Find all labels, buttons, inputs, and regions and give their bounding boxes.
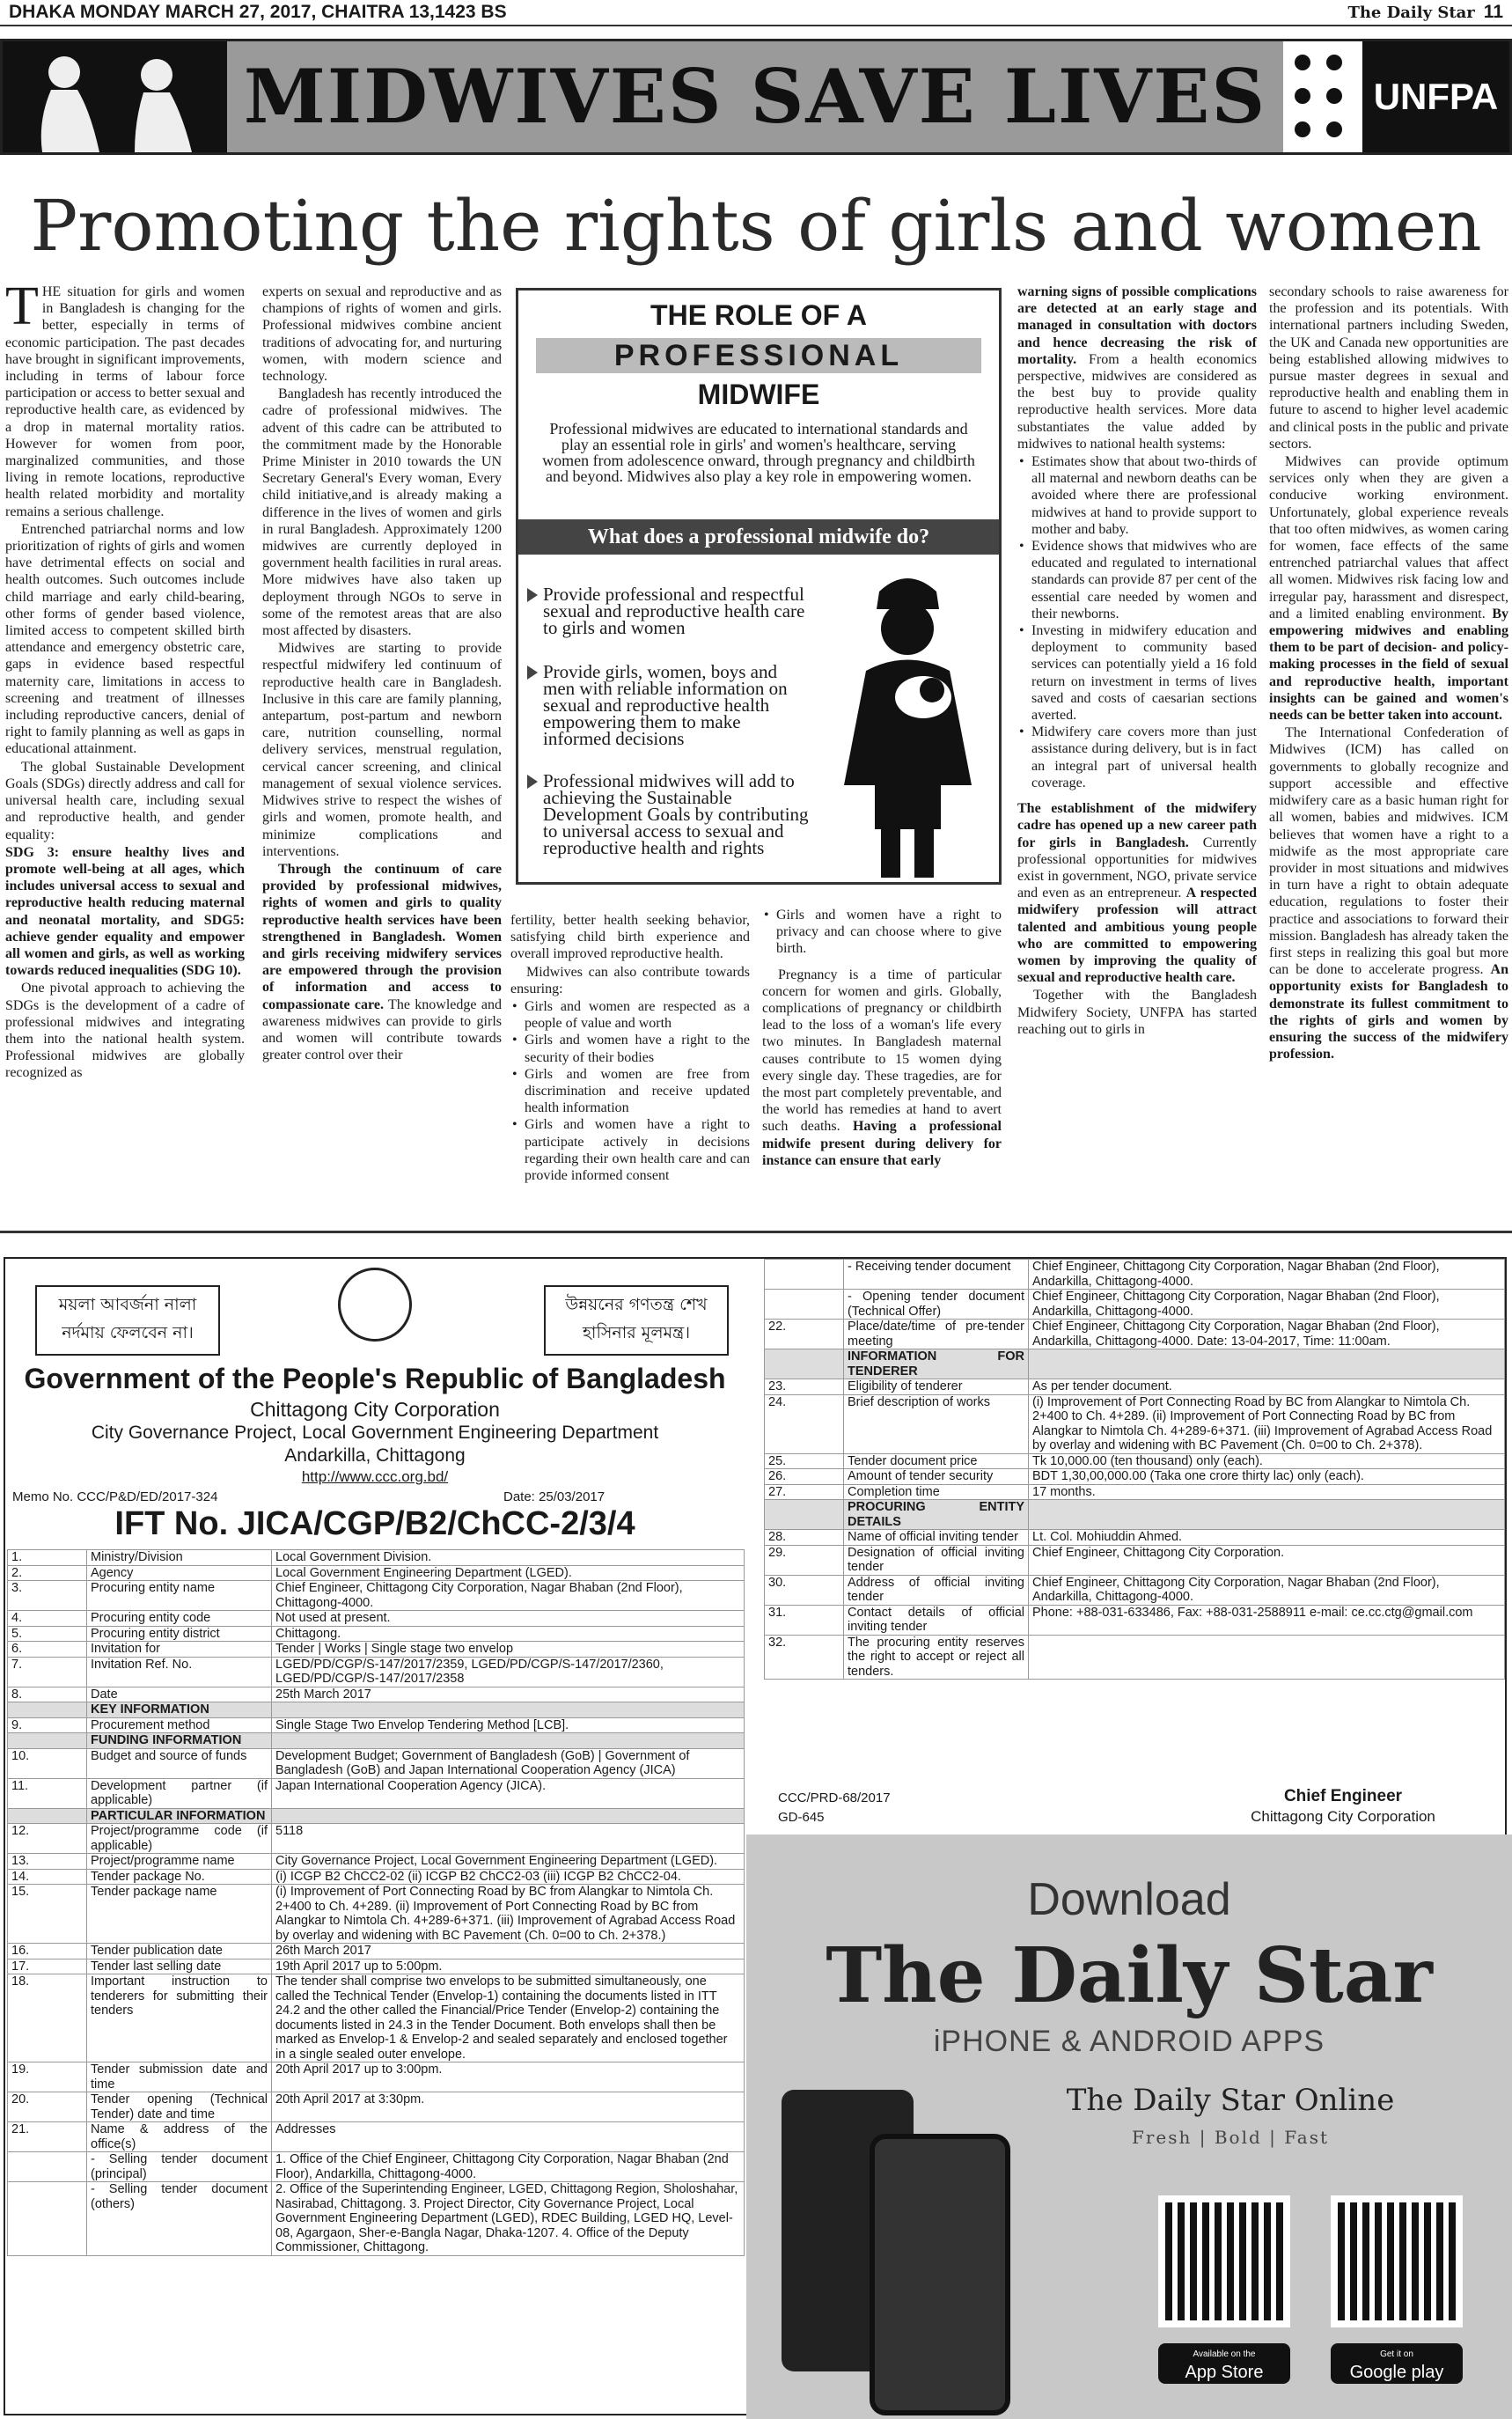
bold-paragraph: Having a professional midwife present during delivery for instance can ensure that early (762, 1119, 1002, 1168)
table-row (8, 1733, 745, 1749)
table-cell: BDT 1,30,00,000.00 (Taka one crore thirty lac) only (each). (1029, 1469, 1505, 1485)
ref-code: CCC/PRD-68/2017 (778, 1790, 891, 1805)
table-row (8, 1687, 745, 1702)
slogan-box-right: উন্নয়নের গণতন্ত্র শেখ হাসিনার মূলমন্ত্র। (544, 1285, 729, 1356)
table-cell: - Selling tender document (others) (87, 2182, 272, 2256)
table-cell: Development partner (if applicable) (87, 1778, 272, 1808)
table-cell: Place/date/time of pre-tender meeting (844, 1320, 1029, 1349)
table-row (8, 2122, 745, 2152)
table-row (8, 1717, 745, 1733)
table-cell: 12. (8, 1824, 87, 1854)
table-cell: Name of official inviting tender (844, 1530, 1029, 1546)
table-row (8, 1748, 745, 1778)
table-cell: 5118 (272, 1824, 745, 1854)
page-number: 11 (1483, 2, 1503, 22)
list-item: • Midwifery care covers more than just assistance during delivery, but is in fact an integral part of universal health coverage. (1017, 724, 1257, 791)
box-question-bar: What does a professional midwife do? (518, 519, 999, 555)
table-cell: 30. (765, 1575, 844, 1605)
article-column-4 (1017, 283, 1257, 1039)
top-dateline-bar (0, 0, 1512, 26)
list-item: • Girls and women have a right to privacy and can choose where to give birth. (762, 907, 1002, 958)
table-cell: Tender last selling date (87, 1959, 272, 1974)
table-cell (8, 1733, 87, 1749)
list-item: • Evidence shows that midwives who are educated and regulated to international standards can provide 87 per cent of the essential care needed by women and their newborns. (1017, 538, 1257, 622)
table-cell (8, 1702, 87, 1718)
table-cell: Tender submission date and time (87, 2062, 272, 2092)
table-cell: Tender | Works | Single stage two envelop (272, 1642, 745, 1658)
table-row (8, 1974, 745, 2062)
box-title-line3: MIDWIFE (697, 379, 820, 410)
table-row (765, 1605, 1505, 1635)
table-cell: Brief description of works (844, 1394, 1029, 1453)
table-row (765, 1260, 1505, 1290)
box-intro: Professional midwives are educated to international standards and play an essential role in girls' and women's healthcare, serving women from adolescence onward, through pregnancy and childbirth and beyond. Midwives also play a key role in empowering women. (542, 420, 975, 485)
table-row (8, 1959, 745, 1974)
ref-code: GD-645 (778, 1810, 825, 1825)
table-cell (272, 1733, 745, 1749)
gov-title: Government of the People's Republic of Bangladesh (24, 1363, 726, 1394)
midwife-silhouette-graphic (3, 41, 227, 152)
table-cell: - Selling tender document (principal) (87, 2152, 272, 2182)
table-cell: (i) ICGP B2 ChCC2-02 (ii) ICGP B2 ChCC2-03 (iii) ICGP B2 ChCC2-04. (272, 1869, 745, 1885)
table-row (8, 2152, 745, 2182)
table-row (8, 1778, 745, 1808)
supplement-banner (0, 39, 1512, 155)
dots-graphic (1283, 41, 1362, 152)
project-name: City Governance Project, Local Government Engineering Department (91, 1423, 659, 1443)
role-point: Provide girls, women, boys and men with reliable information on sexual and reproductive health empowering them to make informed decisions (527, 664, 809, 747)
table-cell (765, 1260, 844, 1290)
table-cell: Project/programme code (if applicable) (87, 1824, 272, 1854)
masthead-small: The Daily Star (1347, 3, 1475, 22)
table-cell: Date (87, 1687, 272, 1702)
table-cell: Phone: +88-031-633486, Fax: +88-031-2588911 e-mail: ce.cc.ctg@gmail.com (1029, 1605, 1505, 1635)
table-row (8, 1626, 745, 1642)
section-divider (0, 1231, 1512, 1233)
website-link[interactable]: http://www.ccc.org.bd/ (301, 1468, 449, 1485)
corporation-name: Chittagong City Corporation (250, 1398, 500, 1421)
tender-table-right (764, 1259, 1505, 1680)
table-cell: 24. (765, 1394, 844, 1453)
location: Andarkilla, Chittagong (284, 1445, 466, 1466)
list-item: • Girls and women are respected as a people of value and worth (510, 998, 750, 1032)
bold-paragraph: A respected midwifery profession will attract talented and ambitious young people who are committed to empowering women by improving the quality of sexual and reproductive health care. (1017, 886, 1258, 986)
daily-star-app-ad[interactable] (746, 1834, 1512, 2419)
table-cell: 10. (8, 1748, 87, 1778)
role-of-midwife-box (516, 288, 1002, 885)
table-row (765, 1545, 1505, 1575)
table-cell: 21. (8, 2122, 87, 2152)
ad-brand: The Daily Star (826, 1931, 1433, 2020)
table-cell: Budget and source of funds (87, 1748, 272, 1778)
tender-table-left (7, 1549, 745, 2256)
article-column-2 (262, 283, 502, 1064)
role-point: Professional midwives will add to achieving the Sustainable Development Goals by contributing to universal access to sexual and reproductive health and rights (527, 773, 809, 857)
table-cell: PARTICULAR INFORMATION (87, 1808, 272, 1824)
table-row (8, 1702, 745, 1718)
signatory-org: Chittagong City Corporation (1251, 1808, 1435, 1825)
table-row (8, 2092, 745, 2122)
table-cell: 14. (8, 1869, 87, 1885)
table-row (8, 1565, 745, 1581)
table-cell: 28. (765, 1530, 844, 1546)
table-cell: Invitation Ref. No. (87, 1657, 272, 1687)
table-cell: 23. (765, 1379, 844, 1395)
memo-date: Date: 25/03/2017 (503, 1489, 606, 1504)
midwife-with-baby-icon (826, 565, 989, 882)
table-cell: Chief Engineer, Chittagong City Corporation. (1029, 1545, 1505, 1575)
article-column-1 (5, 276, 245, 1083)
table-cell: 9. (8, 1717, 87, 1733)
table-cell: - Opening tender document (Technical Offer) (844, 1290, 1029, 1320)
table-cell: 2. Office of the Superintending Engineer, LGED, Chittagong Region, Sholoshahar, Nasirabad, Chittagong. 3. Project Director, City Governance Project, Local Government Engineering Department (LGED), RDEC Building, LGED HQ, Level-08, Agargaon, Sher-e-Bangla Nagar, Dhaka-1207. 4. Office of the Deputy Commissioner, Chittagong. (272, 2182, 745, 2256)
table-cell: The procuring entity reserves the right to accept or reject all tenders. (844, 1635, 1029, 1680)
table-cell: 20. (8, 2092, 87, 2122)
qr-code-android[interactable] (1331, 2195, 1463, 2327)
table-row (765, 1575, 1505, 1605)
table-cell: 20th April 2017 up to 3:00pm. (272, 2062, 745, 2092)
table-cell: Local Government Engineering Department (LGED). (272, 1565, 745, 1581)
table-row (765, 1469, 1505, 1485)
table-cell: 32. (765, 1635, 844, 1680)
table-row (8, 1824, 745, 1854)
table-cell: City Governance Project, Local Government Engineering Department (LGED). (272, 1854, 745, 1870)
paragraph: Midwives can also contribute towards ensuring: (510, 964, 750, 996)
table-cell: The tender shall comprise two envelops to be submitted simultaneously, one called the Technical Tender (Envelop-1) containing the documents listed in ITT 24.2 and the other called the Financial/Price Tender (Envelop-2) containing the documents listed in 24.3 in the Tender Document. Both envelops shall then be marked as Envelop-1 & Envelop-2 and sealed separately and enclosed together in a single sealed outer envelope. (272, 1974, 745, 2062)
table-cell: Name & address of the office(s) (87, 2122, 272, 2152)
table-cell: 5. (8, 1626, 87, 1642)
table-cell: INFORMATION FOR TENDERER (844, 1349, 1029, 1379)
bold-paragraph: Through the continuum of care provided by professional midwives, rights of women and girls to quality reproductive health services have been strengthened in Bangladesh. Women and girls receiving midwifery services are empowered through the provision of information and access to compassionate care. (262, 861, 502, 1012)
table-row (8, 1808, 745, 1824)
table-cell: Addresses (272, 2122, 745, 2152)
paragraph: From a health economics perspective, midwives are considered as the best buy to provide quality reproductive health services. More data substantiates the value added by midwives to national health systems: (1017, 351, 1257, 452)
paragraph: Entrenched patriarchal norms and low prioritization of rights of girls and women have detrimental effects on social and health outcomes. Such outcomes include child marriage and early child-bearing, other forms of gender based violence, limited access to competent skilled birth attendance and emergency obstetric care, gaps in evidence based respectful maternity care, limitations in access to screening and treatment of illnesses including reproductive cancers, denial of right to family planning as well as gaps in educational attainment. (5, 521, 245, 757)
table-cell: Lt. Col. Mohiuddin Ahmed. (1029, 1530, 1505, 1546)
box-title-line1: THE ROLE OF A (650, 299, 867, 331)
table-row (765, 1394, 1505, 1453)
table-cell: Procurement method (87, 1717, 272, 1733)
table-cell: Designation of official inviting tender (844, 1545, 1029, 1575)
table-cell: 1. Office of the Chief Engineer, Chittagong City Corporation, Nagar Bhaban (2nd Floor), Andarkilla, Chittagong-4000. (272, 2152, 745, 2182)
ad-download-text: Download (1027, 1874, 1231, 1925)
paragraph: Currently professional opportunities for midwives exist in government, NGO, private service and even as an entrepreneur. (1017, 835, 1258, 901)
article-column-5 (1269, 283, 1508, 1063)
table-cell (8, 2182, 87, 2256)
paragraph: experts on sexual and reproductive and as champions of rights of women and girls. Professional midwives combine ancient traditions of advocating for, and nurturing women, with modern science and technology. (262, 284, 502, 385)
table-cell: Chief Engineer, Chittagong City Corporation, Nagar Bhaban (2nd Floor), Andarkilla, Chittagong-4000. (1029, 1290, 1505, 1320)
dateline: DHAKA MONDAY MARCH 27, 2017, CHAITRA 13,1423 BS (9, 2, 507, 22)
table-row (765, 1635, 1505, 1680)
table-cell: Chief Engineer, Chittagong City Corporation, Nagar Bhaban (2nd Floor), Andarkilla, Chittagong-4000. (1029, 1260, 1505, 1290)
table-cell: (i) Improvement of Port Connecting Road by BC from Alangkar to Nimtola Ch. 2+400 to Ch. 4+289. (ii) Improvement of Port Connecting Road by BC from Alangkar to Nimtola Ch. 4+289-6+371. (iii) Improvement of Agrabad Access Road by overlay and widening with BC Pavement (Ch. 0=00 to Ch. 2+378). (1029, 1394, 1505, 1453)
table-cell: Completion time (844, 1484, 1029, 1500)
table-cell: Procuring entity name (87, 1581, 272, 1611)
bold-paragraph: By empowering midwives and enabling them to be part of decision- and policy-making processes in the field of sexual and reproductive health, important insights can be gained and women's needs can be better taken into account. (1269, 606, 1509, 724)
paragraph: The knowledge and awareness midwives can provide to girls and women will contribute towards greater control over their (262, 996, 502, 1063)
table-cell: 7. (8, 1657, 87, 1687)
paragraph: Together with the Bangladesh Midwifery Society, UNFPA has started reaching out to girls in (1017, 988, 1257, 1037)
table-cell: 2. (8, 1565, 87, 1581)
table-cell: 13. (8, 1854, 87, 1870)
table-row (8, 2182, 745, 2256)
drop-cap: T (5, 276, 39, 336)
bold-paragraph: The establishment of the midwifery cadre has opened up a new career path for girls in Bangladesh. (1017, 801, 1257, 850)
table-row (765, 1453, 1505, 1469)
table-cell: Tk 10,000.00 (ten thousand) only (each). (1029, 1453, 1505, 1469)
table-cell (8, 1808, 87, 1824)
table-cell: 19. (8, 2062, 87, 2092)
table-cell (8, 2152, 87, 2182)
phone-front-image (870, 2134, 1010, 2415)
paragraph: Bangladesh has recently introduced the cadre of professional midwives. The advent of this cadre can be attributed to the commitment made by the Honorable Prime Minister in 2010 towards the UN Secretary General's Every woman, Every child initiative,and is already making a difference in the lives of women and girls in rural Bangladesh. Approximately 1200 midwives are currently deployed in government health facilities in rural areas. More midwives have also taken up deployment through NGOs to serve in some of the remotest areas that are also most affected by disasters. (262, 386, 502, 639)
table-row (8, 1885, 745, 1944)
paragraph: The global Sustainable Development Goals (SDGs) directly address and call for universal health care, including sexual and reproductive health, and gender equality: (5, 759, 245, 842)
table-cell: Not used at present. (272, 1611, 745, 1627)
table-cell: PROCURING ENTITY DETAILS (844, 1500, 1029, 1530)
app-store-button[interactable]: Available on the App Store (1158, 2343, 1290, 2384)
signatory-title: Chief Engineer (1283, 1787, 1403, 1805)
list-item: • Estimates show that about two-thirds of all maternal and newborn deaths can be avoided where there are professional midwives at hand to provide support to mother and baby. (1017, 453, 1257, 538)
table-cell: FUNDING INFORMATION (87, 1733, 272, 1749)
list-item: • Investing in midwifery education and deployment to community based services can potentially yield a 16 fold return on investment in terms of lives saved and costs of caesarian sections averted. (1017, 622, 1257, 724)
ad-online: The Daily Star Online (1066, 2083, 1395, 2118)
table-cell: 4. (8, 1611, 87, 1627)
ift-number: IFT No. JICA/CGP/B2/ChCC-2/3/4 (114, 1505, 635, 1542)
table-cell: Tender package No. (87, 1869, 272, 1885)
table-cell: KEY INFORMATION (87, 1702, 272, 1718)
table-cell: - Receiving tender document (844, 1260, 1029, 1290)
table-row (8, 1657, 745, 1687)
table-cell: 22. (765, 1320, 844, 1349)
table-cell: Amount of tender security (844, 1469, 1029, 1485)
list-item: • Girls and women are free from discrimination and receive updated health information (510, 1066, 750, 1117)
paragraph: Midwives are starting to provide respectful midwifery led continuum of reproductive health care in Bangladesh. Inclusive in this care are family planning, antepartum, post-partum and newborn care, nutrition counselling, normal delivery services, menstrual regulation, cervical cancer screening, and clinical management of sexual violence services. Midwives strive to respect the wishes of girls and women, promote health, and minimize complications and interventions. (262, 641, 502, 859)
table-cell: Tender publication date (87, 1944, 272, 1959)
table-cell: 11. (8, 1778, 87, 1808)
bold-paragraph: warning signs of possible complications are detected at an early stage and managed in consultation with doctors and hence decreasing the risk of mortality. (1017, 284, 1257, 367)
table-cell: Chief Engineer, Chittagong City Corporation, Nagar Bhaban (2nd Floor), Chittagong-4000. (272, 1581, 745, 1611)
paragraph: fertility, better health seeking behavior, satisfying child birth experience and overall improved reproductive health. (510, 913, 750, 962)
ad-tagline: Fresh | Bold | Fast (1131, 2127, 1329, 2148)
table-cell: 26. (765, 1469, 844, 1485)
table-cell (1029, 1349, 1505, 1379)
table-cell: Contact details of official inviting tender (844, 1605, 1029, 1635)
table-cell: Japan International Cooperation Agency (JICA). (272, 1778, 745, 1808)
table-cell: Chittagong. (272, 1626, 745, 1642)
table-row (8, 1642, 745, 1658)
table-cell (1029, 1635, 1505, 1680)
paragraph: secondary schools to raise awareness for the profession and its potentials. With international partners including Sweden, the UK and Canada new opportunities are being established allowing midwives to pursue master degrees in sexual and reproductive health and enabling them in future to ascend to higher level academic and clinical posts in the public and private sectors. (1269, 284, 1508, 452)
table-cell: Agency (87, 1565, 272, 1581)
table-row (8, 1550, 745, 1566)
table-cell: 31. (765, 1605, 844, 1635)
table-cell: 8. (8, 1687, 87, 1702)
table-cell: Invitation for (87, 1642, 272, 1658)
role-point: Provide professional and respectful sexual and reproductive health care to girls and women (527, 586, 809, 636)
table-cell: 17 months. (1029, 1484, 1505, 1500)
table-row (8, 1611, 745, 1627)
table-cell (765, 1349, 844, 1379)
table-cell: 3. (8, 1581, 87, 1611)
table-cell: Procuring entity code (87, 1611, 272, 1627)
list-item: • Girls and women have a right to participate actively in decisions regarding their own health care and can provide informed consent (510, 1116, 750, 1184)
table-cell: LGED/PD/CGP/S-147/2017/2359, LGED/PD/CGP/S-147/2017/2360, LGED/PD/CGP/S-147/2017/2358 (272, 1657, 745, 1687)
bold-paragraph: An opportunity exists for Bangladesh to demonstrate its fullest commitment to the rights of girls and women by ensuring the success of the midwifery profession. (1269, 962, 1508, 1062)
table-cell: 19th April 2017 up to 5:00pm. (272, 1959, 745, 1974)
sdg-highlight: SDG 3: ensure healthy lives and promote well-being at all ages, which includes universal access to sexual and reproductive health reducing maternal and neonatal mortality, and SDG5: achieve gender equality and empower all women and girls, as well as working towards reduced inequalities (SDG 10). (5, 844, 245, 979)
table-cell: 6. (8, 1642, 87, 1658)
box-title-line2: PROFESSIONAL (536, 338, 981, 373)
table-cell: (i) Improvement of Port Connecting Road by BC from Alangkar to Nimtola Ch. 2+400 to Ch. 4+289. (ii) Improvement of Port Connecting Road by BC from Alangkar to Nimtola Ch. 4+289-6+371. (iii) Improvement of Agrabad Access Road by overlay and widening with BC Pavement (Ch. 0=00 to Ch. 2+378.) (272, 1885, 745, 1944)
table-cell: Project/programme name (87, 1854, 272, 1870)
table-cell: Local Government Division. (272, 1550, 745, 1566)
table-cell: Development Budget; Government of Bangladesh (GoB) | Government of Bangladesh (GoB) and Japan International Cooperation Agency (JICA) (272, 1748, 745, 1778)
table-cell: Address of official inviting tender (844, 1575, 1029, 1605)
table-row (765, 1290, 1505, 1320)
paragraph: Pregnancy is a time of particular concern for women and girls. Globally, complications of pregnancy or childbirth lead to the loss of a woman's life every two minutes. In Bangladesh maternal causes contribute to 15 women dying every single day. These tragedies, are for the most part completely preventable, and the world has remedies at hand to avert such deaths. (762, 967, 1002, 1135)
government-seal-icon (338, 1268, 412, 1342)
table-row (765, 1530, 1505, 1546)
table-row (765, 1349, 1505, 1379)
table-cell (765, 1500, 844, 1530)
table-row (765, 1379, 1505, 1395)
table-cell (272, 1808, 745, 1824)
table-cell: 18. (8, 1974, 87, 2062)
table-cell (1029, 1500, 1505, 1530)
table-cell: Important instruction to tenderers for submitting their tenders (87, 1974, 272, 2062)
table-cell: Chief Engineer, Chittagong City Corporation, Nagar Bhaban (2nd Floor), Andarkilla, Chittagong-4000. Date: 13-04-2017, Time: 11:00am. (1029, 1320, 1505, 1349)
table-row (765, 1484, 1505, 1500)
table-row (765, 1500, 1505, 1530)
table-cell (765, 1290, 844, 1320)
qr-code-ios[interactable] (1158, 2195, 1290, 2327)
paragraph: One pivotal approach to achieving the SDGs is the development of a cadre of professional midwives and integrating them into the national health system. Professional midwives are globally recognized as (5, 981, 245, 1081)
table-cell: Eligibility of tenderer (844, 1379, 1029, 1395)
table-cell: 15. (8, 1885, 87, 1944)
memo-number: Memo No. CCC/P&D/ED/2017-324 (12, 1489, 218, 1504)
google-play-button[interactable]: Get it on Google play (1331, 2343, 1463, 2384)
table-cell: Procuring entity district (87, 1626, 272, 1642)
table-cell: Tender opening (Technical Tender) date and time (87, 2092, 272, 2122)
table-row (8, 1854, 745, 1870)
table-cell: As per tender document. (1029, 1379, 1505, 1395)
table-cell: 1. (8, 1550, 87, 1566)
table-cell: 20th April 2017 at 3:30pm. (272, 2092, 745, 2122)
table-cell: 25th March 2017 (272, 1687, 745, 1702)
table-cell: 26th March 2017 (272, 1944, 745, 1959)
article-headline: Promoting the rights of girls and women (30, 185, 1482, 267)
table-cell: 27. (765, 1484, 844, 1500)
table-row (8, 1869, 745, 1885)
table-row (8, 1581, 745, 1611)
table-cell: 29. (765, 1545, 844, 1575)
paragraph: Midwives can provide optimum services only when they are given a conducive working environment. Unfortunately, global experience reveals that too often midwives, as women caring for women, face effects of the same entrenched patriarchal values that affect all women. Midwives risk facing low and irregular pay, harassment and disrespect, and a limited enabling environment. (1269, 454, 1508, 621)
table-cell: Chief Engineer, Chittagong City Corporation, Nagar Bhaban (2nd Floor), Andarkilla, Chittagong-4000. (1029, 1575, 1505, 1605)
slogan-box-left: ময়লা আবর্জনা নালা নর্দমায় ফেলবেন না। (35, 1285, 220, 1356)
table-cell: Tender document price (844, 1453, 1029, 1469)
table-cell: Single Stage Two Envelop Tendering Method [LCB]. (272, 1717, 745, 1733)
table-cell: 16. (8, 1944, 87, 1959)
table-row (8, 2062, 745, 2092)
article-column-3b (762, 907, 1002, 1170)
table-cell (272, 1702, 745, 1718)
paragraph: HE situation for girls and women in Bangladesh is changing for the better, especially in terms of economic participation. The past decades have brought in significant improvements, including in terms of labour force participation or access to better sexual and reproductive health care, as evidenced by a drop in maternal mortality ratios. However for women from poor, marginalized communities, and those living in remote locations, reproductive health related morbidity and mortality remains a serious challenge. (5, 284, 245, 519)
article-column-2b (510, 912, 750, 1184)
table-cell: Ministry/Division (87, 1550, 272, 1566)
list-item: • Girls and women have a right to the security of their bodies (510, 1032, 750, 1065)
banner-title: MIDWIVES SAVE LIVES (243, 53, 1267, 140)
ad-apps-text: iPHONE & ANDROID APPS (933, 2025, 1325, 2058)
table-row (765, 1320, 1505, 1349)
paragraph: The International Confederation of Midwives (ICM) has called on governments to globally recognize and support accessible and effective midwifery care as a basic human right for all women, babies and midwives. ICM believes that women have a right to a midwife as the most appropriate care provider in most situations and midwives in turn have a right to obtain adequate education, regulations to foster their practice and associations to forward their mission. Bangladesh has already taken the first steps in realizing this goal but more can be done to accelerate progress. (1269, 725, 1508, 978)
table-cell: 25. (765, 1453, 844, 1469)
table-cell: Tender package name (87, 1885, 272, 1944)
table-cell: 17. (8, 1959, 87, 1974)
unfpa-logo: UNFPA (1362, 41, 1509, 152)
table-row (8, 1944, 745, 1959)
